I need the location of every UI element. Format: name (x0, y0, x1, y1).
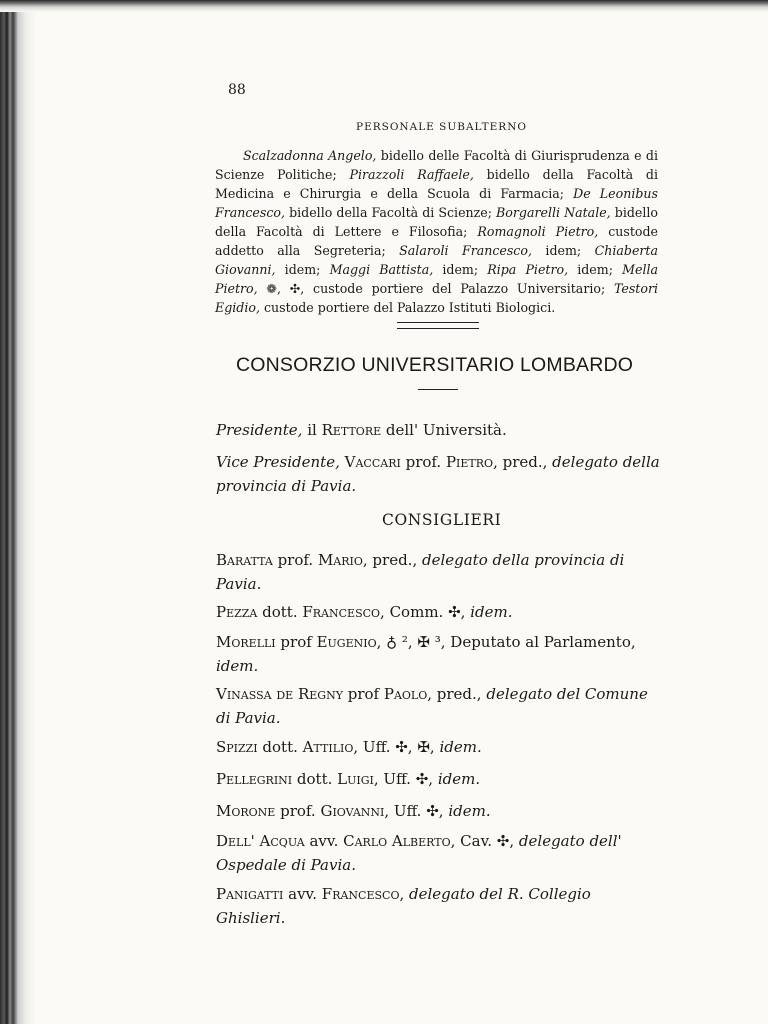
councillor-title: avv. (283, 885, 322, 903)
vice-president-delegation: delegato della provincia di Pavia. (216, 453, 660, 495)
staff-name: Ripa Pietro, (487, 262, 569, 277)
councillor-surname: Morelli (216, 633, 276, 651)
councillor-name: Francesco (302, 603, 381, 621)
councillor-surname: Pellegrini (216, 770, 293, 788)
staff-name: De Leonibus Francesco, (215, 186, 658, 220)
staff-name: Pirazzoli Raffaele, (349, 167, 474, 182)
councillor-role: delegato del Comune di Pavia. (216, 685, 648, 727)
councillor-title: dott. (292, 770, 338, 788)
councillor-honours: , Cav. ✣, (450, 832, 519, 850)
councillor-honours: , (399, 885, 410, 903)
councillor-surname: Baratta (216, 551, 273, 569)
title-underline (418, 389, 458, 390)
councillor-entry (216, 799, 662, 823)
councillor-entry (216, 829, 662, 877)
councillor-name: Mario (317, 551, 363, 569)
councillor-entry (216, 682, 662, 730)
president-name: Rettore (321, 421, 382, 439)
councillor-surname: Dell' Acqua (216, 832, 305, 850)
councillor-name: Giovanni (320, 802, 385, 820)
running-head: PERSONALE SUBALTERNO (356, 121, 528, 133)
page-top-shadow (0, 0, 768, 12)
staff-name: Scalzadonna Angelo, (243, 148, 377, 163)
councillor-honours: , pred., (427, 685, 487, 703)
councillor-title: prof (342, 685, 384, 703)
staff-paragraph: Scalzadonna Angelo, bidello delle Facoltà di Giurisprudenza e di Scienze Politiche; Pirazzoli Raffaele, bidello della Facoltà di Medicina e Chirurgia e della Scuola di Farmacia; De Leonibus Francesco, bidello della Facoltà di Scienze; Borgarelli Natale, bidello della Facoltà di Lettere e Filosofia; Romagnoli Pietro, custode addetto alla Segreteria; Salaroli Francesco, idem; Chiaberta Giovanni, idem; Maggi Battista, idem; Ripa Pietro, idem; Mella Pietro, ❁, ✣, custode portiere del Palazzo Universitario; Testori Egidio, custode portiere del Palazzo Istituti Biologici. (215, 148, 659, 315)
councillor-surname: Panigatti (216, 885, 284, 903)
councillor-surname: Pezza (216, 603, 258, 621)
councillor-name: Carlo Alberto (343, 832, 451, 850)
councillor-title: dott. (257, 603, 303, 621)
councillor-role: idem. (439, 738, 482, 756)
staff-name: Mella Pietro, (215, 262, 659, 296)
councillor-entry (216, 548, 662, 596)
councillor-role: idem. (216, 657, 259, 675)
councillor-name: Attilio (302, 738, 354, 756)
councillor-role: idem. (470, 603, 513, 621)
councillor-role: delegato dell' Ospedale di Pavia. (216, 832, 622, 874)
councillor-title: prof. (275, 802, 321, 820)
president-role: Presidente, (216, 421, 303, 439)
consortium-title: CONSORZIO UNIVERSITARIO LOMBARDO (236, 354, 634, 376)
councillor-name: Luigi (337, 770, 374, 788)
councillor-name: Paolo (383, 685, 428, 703)
councillor-honours: , ♁ ², ✠ ³, Deputato al Parlamento, (376, 633, 636, 651)
councillor-honours: , Uff. ✣, (384, 802, 449, 820)
councillor-honours: , Uff. ✣, (373, 770, 438, 788)
councillor-entry (216, 767, 662, 791)
councillor-honours: , pred., (362, 551, 422, 569)
president-line: Presidente, il Rettore dell' Università. (216, 421, 507, 439)
councillor-entry (216, 600, 662, 624)
section-divider (397, 322, 479, 329)
councillor-entry (216, 735, 662, 759)
staff-name: Salaroli Francesco, (399, 243, 532, 258)
vice-president-role: Vice Presidente, (216, 453, 340, 471)
vice-president-surname: Vaccari (344, 453, 401, 471)
councillor-role: idem. (437, 770, 481, 788)
staff-name: Romagnoli Pietro, (477, 224, 599, 239)
councillor-surname: Vinassa de Regny (216, 685, 343, 703)
councillor-role: delegato della provincia di Pavia. (216, 551, 625, 593)
councillor-name: Eugenio (316, 633, 377, 651)
councillor-title: prof (275, 633, 317, 651)
staff-name: Maggi Battista, (329, 262, 434, 277)
councillor-surname: Morone (216, 802, 276, 820)
councillor-entry (216, 882, 662, 930)
councillors-heading: CONSIGLIERI (382, 511, 502, 529)
councillor-honours: , Comm. ✣, (380, 603, 471, 621)
councillor-entry (216, 630, 662, 678)
vice-president-line: Vice Presidente, Vaccari prof. Pietro, pred., delegato della provincia di Pavia. (216, 453, 660, 495)
staff-name: Chiaberta Giovanni, (215, 243, 658, 277)
councillor-title: prof. (272, 551, 318, 569)
councillor-role: idem. (448, 802, 491, 820)
councillor-role: delegato del R. Collegio Ghislieri. (216, 885, 591, 927)
councillor-title: avv. (304, 832, 344, 850)
councillor-title: dott. (257, 738, 303, 756)
book-binding-edge (0, 0, 36, 1024)
councillor-surname: Spizzi (216, 738, 258, 756)
vice-president-name: Pietro (445, 453, 494, 471)
staff-name: Borgarelli Natale, (496, 205, 611, 220)
staff-name: Testori Egidio, (215, 281, 658, 315)
page-number: 88 (228, 82, 246, 98)
councillor-honours: , Uff. ✣, ✠, (353, 738, 440, 756)
councillor-name: Francesco (321, 885, 400, 903)
